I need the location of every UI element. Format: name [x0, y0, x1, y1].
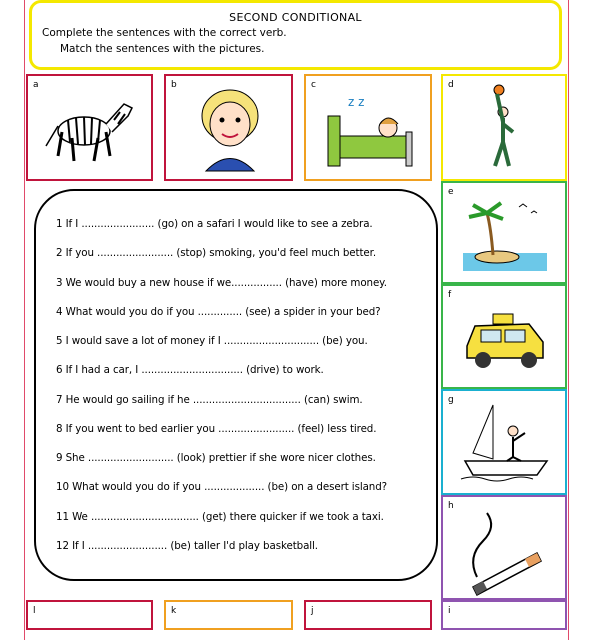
picture-label-d: d [448, 80, 454, 90]
worksheet-header [29, 0, 562, 70]
picture-h-cigarette [441, 495, 567, 600]
sentence-5: 5 I would save a lot of money if I .............................. (be) you. [56, 335, 368, 347]
basketball-player-image [443, 76, 565, 179]
instruction-complete: Complete the sentences with the correct verb. [42, 27, 287, 39]
worksheet-title: SECOND CONDITIONAL [229, 11, 362, 24]
zebra-image [28, 76, 151, 179]
picture-c-sleeping [304, 74, 432, 181]
picture-a-zebra [26, 74, 153, 181]
cigarette-image [443, 497, 565, 598]
svg-text:z z: z z [348, 95, 365, 109]
picture-g-sailing [441, 389, 567, 495]
picture-f-taxi [441, 284, 567, 389]
sentence-1: 1 If I ....................... (go) on a safari I would like to see a zebra. [56, 218, 373, 230]
picture-label-e: e [448, 187, 454, 197]
picture-e-island [441, 181, 567, 284]
sentence-10: 10 What would you do if you ................... (be) on a desert island? [56, 481, 388, 493]
picture-label-h: h [448, 501, 454, 511]
picture-d-basketball [441, 74, 567, 181]
picture-label-b: b [171, 80, 177, 90]
sentences-box [34, 189, 438, 581]
sentence-4: 4 What would you do if you .............. (see) a spider in your bed? [56, 306, 381, 318]
picture-label-l: l [33, 606, 36, 616]
picture-i-spider [441, 600, 567, 630]
woman-image [166, 76, 291, 179]
picture-l-house [26, 600, 153, 630]
sentence-8: 8 If you went to bed earlier you ........................ (feel) less tired. [56, 423, 377, 435]
sentence-11: 11 We .................................. (get) there quicker if we took a taxi. [56, 511, 384, 523]
picture-label-a: a [33, 80, 39, 90]
picture-b-woman [164, 74, 293, 181]
picture-label-g: g [448, 395, 454, 405]
sailing-image [443, 391, 565, 493]
instruction-match: Match the sentences with the pictures. [60, 43, 265, 55]
island-image [443, 183, 565, 282]
picture-label-k: k [171, 606, 177, 616]
sentence-7: 7 He would go sailing if he .................................. (can) swim. [56, 394, 363, 406]
sentence-6: 6 If I had a car, I ................................ (drive) to work. [56, 364, 324, 376]
sentence-2: 2 If you ........................ (stop) smoking, you'd feel much better. [56, 247, 376, 259]
picture-label-f: f [448, 290, 452, 300]
picture-k-car [164, 600, 293, 630]
sleeping-image [306, 76, 430, 179]
picture-label-i: i [448, 606, 451, 616]
picture-label-c: c [311, 80, 316, 90]
taxi-image [443, 286, 565, 387]
sentence-3: 3 We would buy a new house if we................ (have) more money. [56, 277, 387, 289]
picture-j-swimmer [304, 600, 432, 630]
picture-label-j: j [311, 606, 314, 616]
sentence-9: 9 She ........................... (look) prettier if she wore nicer clothes. [56, 452, 376, 464]
sentence-12: 12 If I ......................... (be) taller I'd play basketball. [56, 540, 318, 552]
